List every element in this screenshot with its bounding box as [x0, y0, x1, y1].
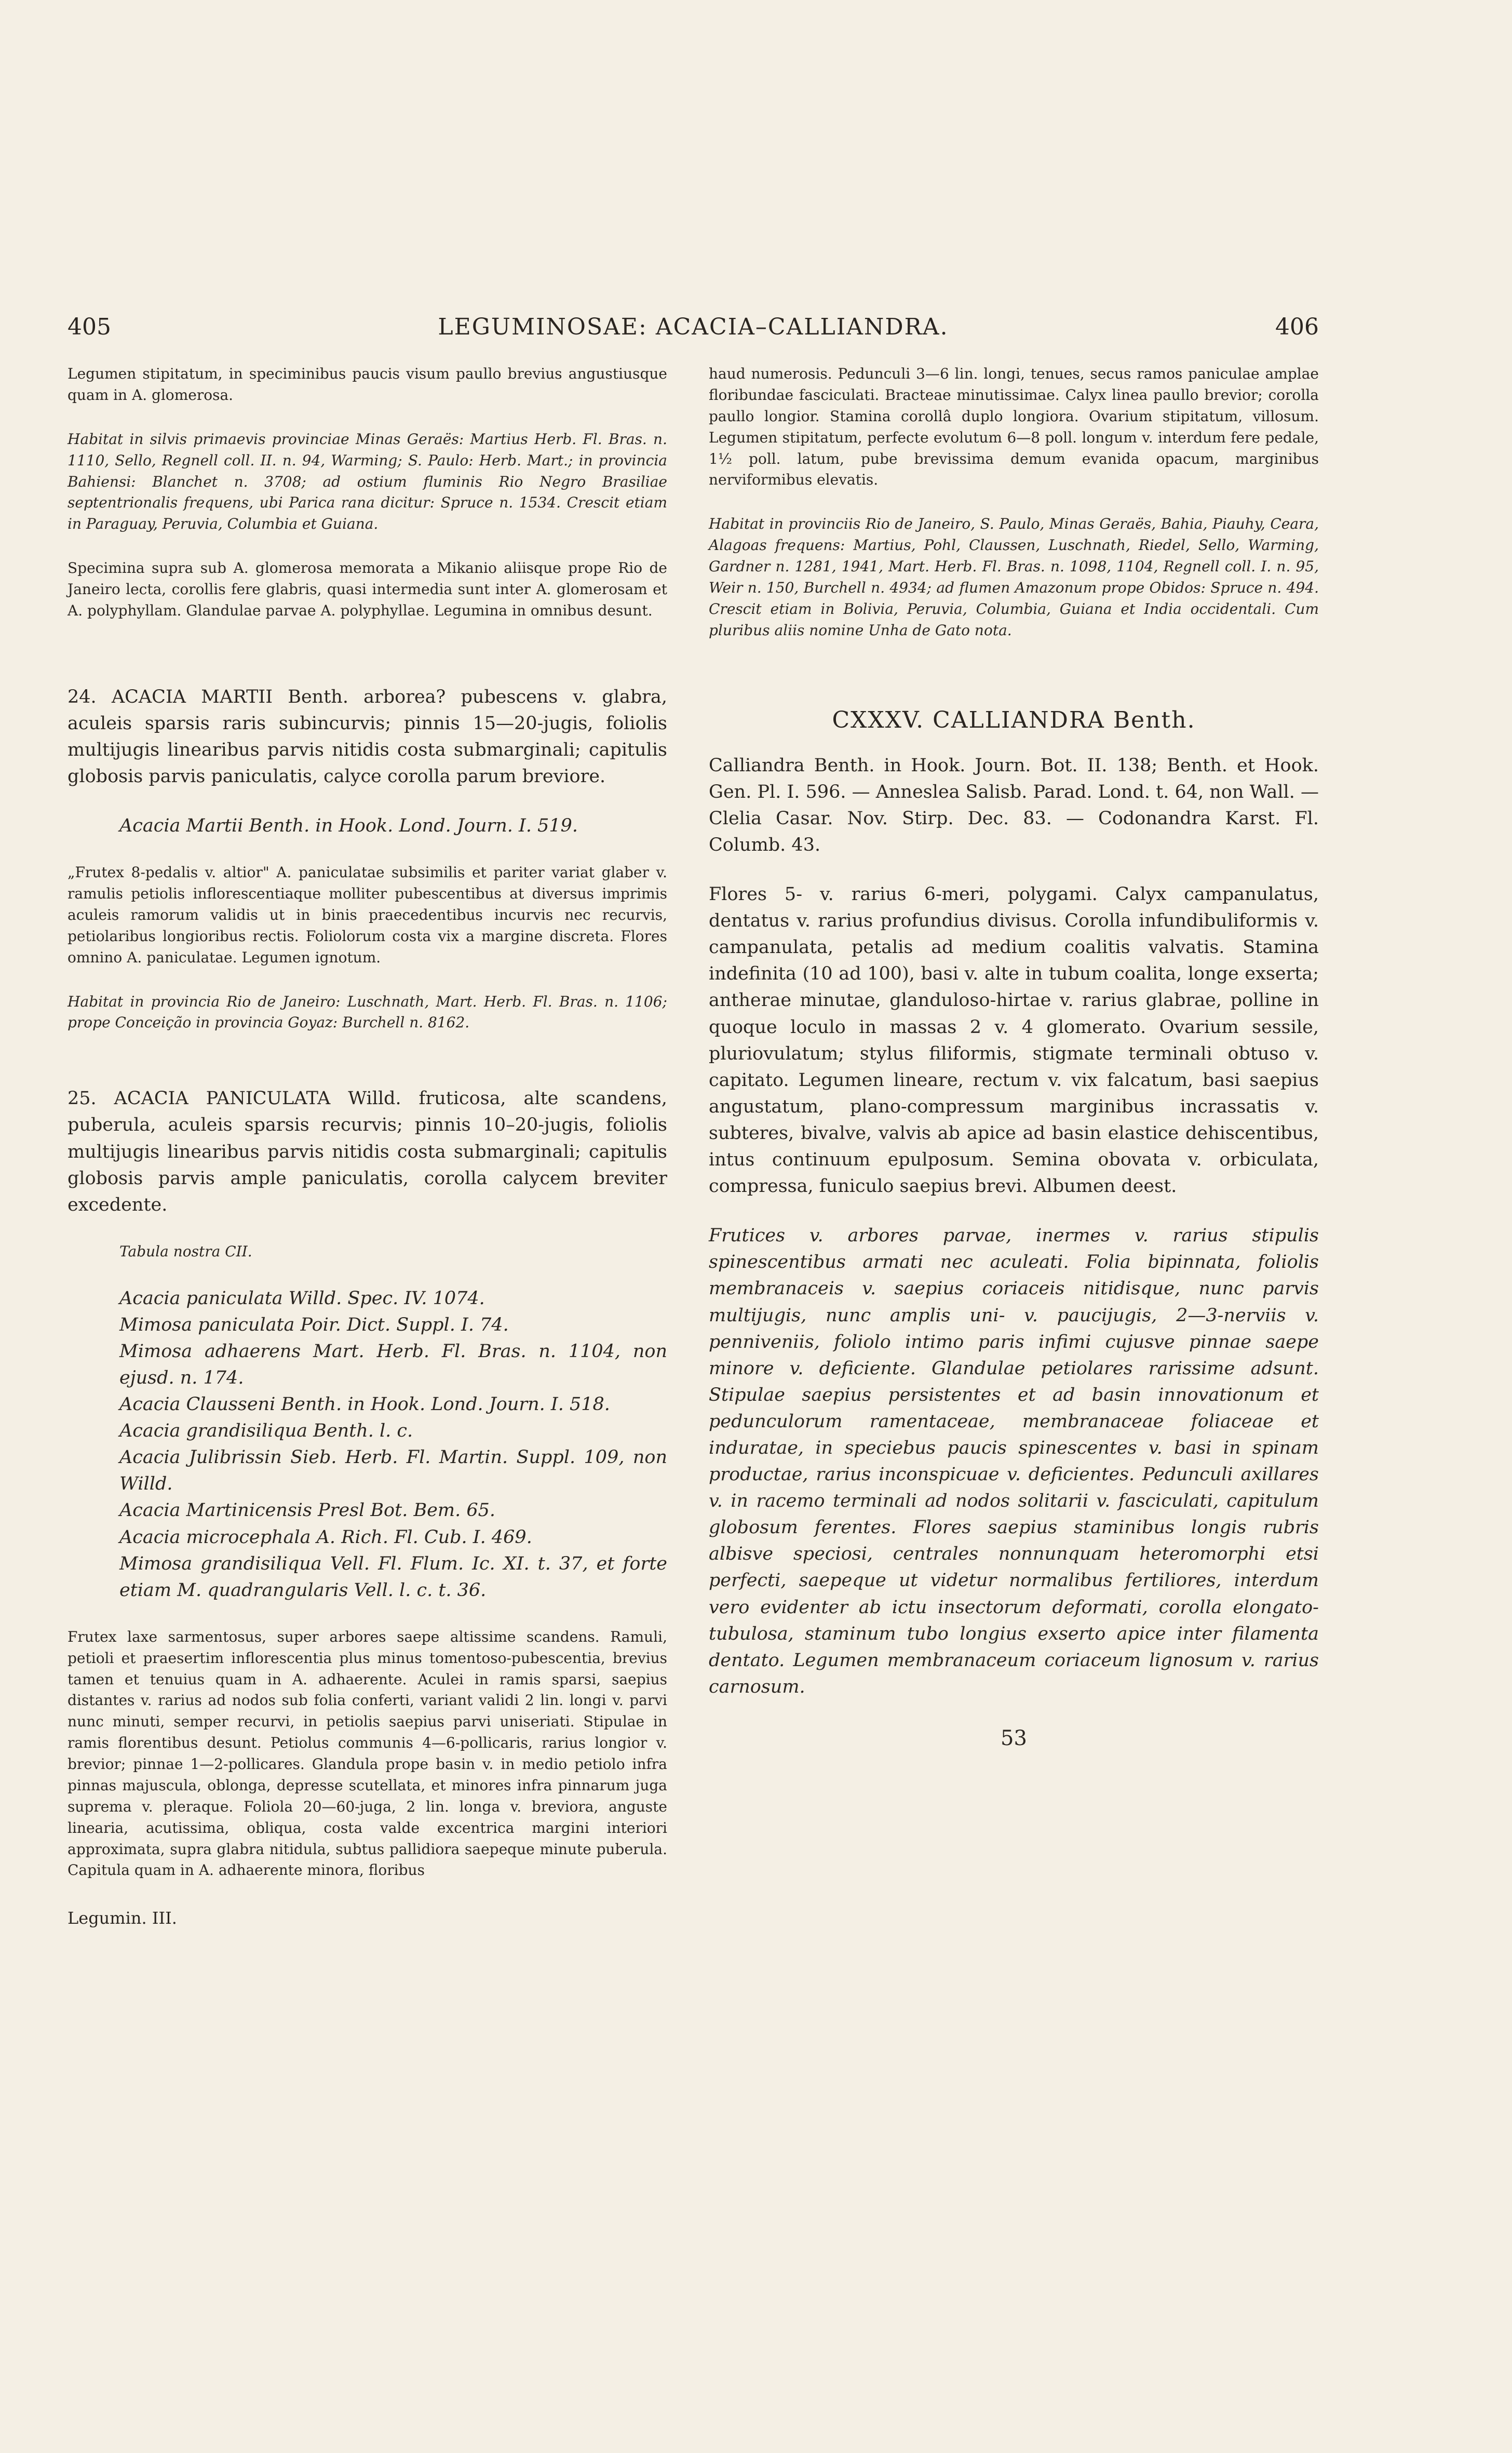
species-25-description: Frutex laxe sarmentosus, super arbores saepe altissime scandens. Ramuli, petioli et praesertim inflorescentia plus minus tomentoso-pubescentia, brevius tamen et tenuius quam in A. adhaerente. Aculei in ramis sparsi, saepius distantes v. rarius ad nodos sub folia conferti, variant validi 2 lin. longi v. parvi nunc minuti, semper recurvi, in petiolis saepius parvi uniseriati. Stipulae in ramis florentibus desunt. Petiolus communis 4—6-pollicaris, rarius longior v. brevior; pinnae 1—2-pollicares. Glandula prope basin v. in medio petiolo infra pinnas majuscula, oblonga, depresse scutellata, et minores infra pinnarum juga suprema v. pleraque. Foliola 20—60-juga, 2 lin. longa v. breviora, anguste linearia, acutissima, obliqua, costa valde excentrica margini interiori approximata, supra glabra nitidula, subtus pallidiora saepeque minute puberula. Capitula quam in A. adhaerente minora, floribus: [68, 1628, 667, 1879]
species-25-habitat: Habitat in provinciis Rio de Janeiro, S. Paulo, Minas Geraës, Bahia, Piauhy, Ceara, Alagoas frequens: Martius, Pohl, Claussen, Luschnath, Riedel, Sello, Warming, Gardner n. 1281, 1941, Mart. Herb. Fl. Bras. n. 1098, 1104, Regnell coll. I. n. 95, Weir n. 150, Burchell n. 4934; ad flumen Amazonum prope Obidos: Spruce n. 494. Crescit etiam in Bolivia, Peruvia, Columbia, Guiana et India occidentali. Cum pluribus aliis nomine Unha de Gato nota.: [709, 515, 1319, 639]
signature-mark: Legumin. III.: [68, 1908, 177, 1928]
page-number-left: 405: [68, 314, 111, 340]
tabula-reference: Tabula nostra CII.: [119, 1242, 252, 1260]
synonym-line: Acacia Julibrissin Sieb. Herb. Fl. Martin. Suppl. 109, non Willd.: [119, 1447, 667, 1495]
specimen-note: Specimina supra sub A. glomerosa memorata a Mikanio aliisque prope Rio de Janeiro lecta, corollis fere glabris, quasi intermedia sunt inter A. glomerosam et A. polyphyllam. Glandulae parvae A. polyphyllae. Legumina in omnibus desunt.: [68, 559, 667, 619]
habitat-note: Habitat in silvis primaevis provinciae Minas Geraës: Martius Herb. Fl. Bras. n. 1110, Sello, Regnell coll. II. n. 94, Warming; S. Paulo: Herb. Mart.; in provincia Bahiensi: Blanchet n. 3708; ad ostium fluminis Rio Negro Brasiliae septentrionalis frequens, ubi Parica rana dicitur: Spruce n. 1534. Crescit etiam in Paraguay, Peruvia, Columbia et Guiana.: [68, 430, 667, 533]
genus-habit: Frutices v. arbores parvae, inermes v. rarius stipulis spinescentibus armati nec aculeati. Folia bipinnata, foliolis membranaceis v. saepius coriaceis nitidisque, nunc parvis multijugis, nunc amplis uni- v. paucijugis, 2—3-nerviis v. penniveniis, foliolo intimo paris infimi cujusve pinnae saepe minore v. deficiente. Glandulae petiolares rarissime adsunt. Stipulae saepius persistentes et ad basin innovationum et pedunculorum ramentaceae, membranaceae foliaceae et induratae, in speciebus paucis spinescentes v. basi in spinam productae, rarius inconspicuae v. deficientes. Pedunculi axillares v. in racemo terminali ad nodos solitarii v. fasciculati, capitulum globosum ferentes. Flores saepius staminibus longis rubris albisve speciosi, centrales nonnunquam heteromorphi etsi perfecti, saepeque ut videtur normalibus fertiliores, interdum vero evidenter ab ictu insectorum deformati, corolla elongato-tubulosa, staminum tubo longius exserto apice inter filamenta dentato. Legumen membranaceum coriaceum lignosum v. rarius carnosum.: [709, 1225, 1319, 1697]
species-24-description: „Frutex 8-pedalis v. altior" A. paniculatae subsimilis et pariter variat glaber v. ramulis petiolis inflorescentiaque molliter pubescentibus at diversus imprimis aculeis ramorum validis ut in binis praecedentibus incurvis nec recurvis, petiolaribus longioribus rectis. Foliolorum costa vix a margine discreta. Flores omnino A. paniculatae. Legumen ignotum.: [68, 864, 667, 966]
running-title: LEGUMINOSAE: ACACIA–CALLIANDRA.: [438, 314, 949, 340]
synonym-line: Acacia Clausseni Benth. in Hook. Lond. Journ. I. 518.: [119, 1394, 610, 1415]
synonym-line: Acacia microcephala A. Rich. Fl. Cub. I. 469.: [119, 1526, 532, 1548]
genus-synonymy: Calliandra Benth. in Hook. Journ. Bot. II. 138; Benth. et Hook. Gen. Pl. I. 596. — Anneslea Salisb. Parad. Lond. t. 64, non Wall. — Clelia Casar. Nov. Stirp. Dec. 83. — Codonandra Karst. Fl. Columb. 43.: [709, 755, 1319, 856]
species-25-synonyms: [68, 1285, 667, 1604]
sheet-number: 53: [1001, 1726, 1027, 1750]
genus-heading: CXXXV. CALLIANDRA Benth.: [832, 706, 1196, 733]
species-24-diagnosis: 24. ACACIA MARTII Benth. arborea? pubescens v. glabra, aculeis sparsis raris subincurvis; pinnis 15—20-jugis, foliolis multijugis linearibus parvis nitidis costa submarginali; capitulis globosis parvis paniculatis, calyce corolla parum breviore.: [68, 686, 667, 787]
synonym-line: Acacia Martinicensis Presl Bot. Bem. 65.: [119, 1500, 495, 1521]
species-24-synonym: Acacia Martii Benth. in Hook. Lond. Journ. I. 519.: [119, 815, 578, 837]
genus-description: Flores 5- v. rarius 6-meri, polygami. Calyx campanulatus, dentatus v. rarius profundius divisus. Corolla infundibuliformis v. campanulata, petalis ad medium coalitis valvatis. Stamina indefinita (10 ad 100), basi v. alte in tubum coalita, longe exserta; antherae minutae, glanduloso-hirtae v. rarius glabrae, polline in quoque loculo in massas 2 v. 4 glomerato. Ovarium sessile, pluriovulatum; stylus filiformis, stigmate terminali obtuso v. capitato. Legumen lineare, rectum v. vix falcatum, basi saepius angustatum, plano-compressum marginibus incrassatis v. subteres, bivalve, valvis ab apice ad basin elastice dehiscentibus, intus continuum epulposum. Semina obovata v. orbiculata, compressa, funiculo saepius brevi. Albumen deest.: [709, 884, 1319, 1197]
synonym-line: Mimosa adhaerens Mart. Herb. Fl. Bras. n. 1104, non ejusd. n. 174.: [119, 1341, 667, 1388]
species-25-diagnosis: 25. ACACIA PANICULATA Willd. fruticosa, alte scandens, puberula, aculeis sparsis recurvis; pinnis 10–20-jugis, foliolis multijugis linearibus parvis nitidis costa submarginali; capitulis globosis parvis ample paniculatis, corolla calycem breviter excedente.: [68, 1088, 667, 1215]
synonym-line: Mimosa grandisiliqua Vell. Fl. Flum. Ic. XI. t. 37, et forte etiam M. quadrangularis Vell. l. c. t. 36.: [119, 1553, 667, 1601]
synonym-line: Acacia grandisiliqua Benth. l. c.: [119, 1420, 413, 1442]
left-column: [68, 364, 667, 1931]
species-25-continuation: haud numerosis. Pedunculi 3—6 lin. longi, tenues, secus ramos paniculae amplae floribundae fasciculati. Bracteae minutissimae. Calyx linea paullo brevior; corolla paullo longior. Stamina corollâ duplo longiora. Ovarium stipitatum, villosum. Legumen stipitatum, perfecte evolutum 6—8 poll. longum v. interdum fere pedale, 1½ poll. latum, pube brevissima demum evanida opacum, marginibus nerviformibus elevatis.: [709, 365, 1319, 489]
species-24-habitat: Habitat in provincia Rio de Janeiro: Luschnath, Mart. Herb. Fl. Bras. n. 1106; prope Conceição in provincia Goyaz: Burchell n. 8162.: [68, 993, 667, 1031]
running-header: [68, 312, 1319, 343]
synonym-line: Mimosa paniculata Poir. Dict. Suppl. I. 74.: [119, 1314, 509, 1335]
synonym-line: Acacia paniculata Willd. Spec. IV. 1074.: [119, 1288, 485, 1309]
right-column: [709, 364, 1319, 1753]
legumen-note: Legumen stipitatum, in speciminibus paucis visum paullo brevius angustiusque quam in A. glomerosa.: [68, 365, 667, 404]
page-number-right: 406: [1275, 314, 1319, 340]
